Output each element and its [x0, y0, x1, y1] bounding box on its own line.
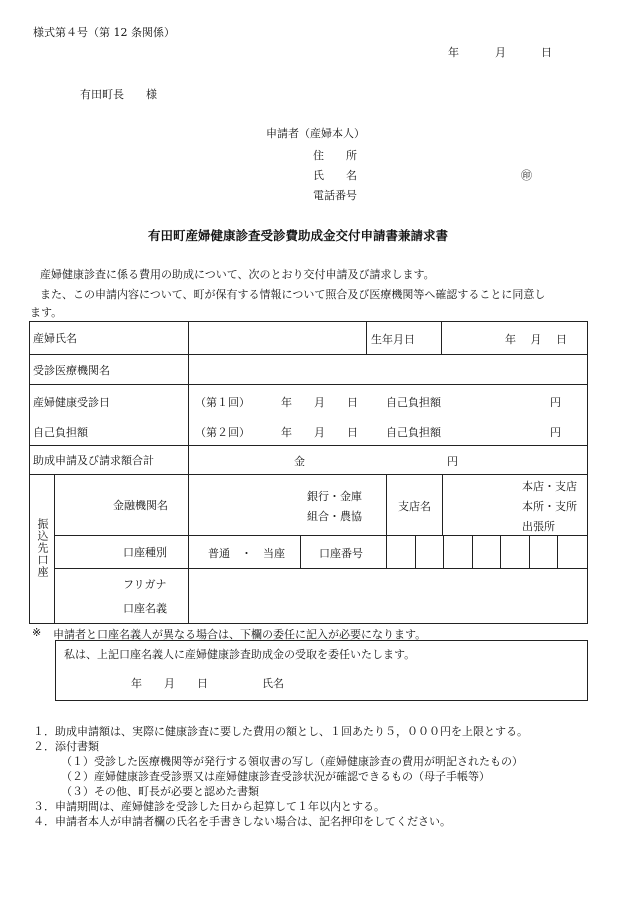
exam-labels — [30, 385, 189, 446]
visit-1-yen: 円 — [550, 396, 561, 409]
visit-2-date[interactable]: 年 月 日 — [281, 426, 358, 439]
row-name — [30, 322, 588, 355]
bank-name-label: 金融機関名 — [55, 475, 189, 536]
delegation-date[interactable]: 年 月 日 — [131, 677, 208, 690]
application-table — [29, 321, 588, 624]
visit-1-date[interactable]: 年 月 日 — [281, 396, 358, 409]
date-month-label: 月 — [495, 46, 506, 59]
clinic-label: 受診医療機関名 — [30, 355, 189, 385]
form-number: 様式第４号（第 12 条関係） — [33, 26, 175, 39]
account-types[interactable]: 普通 ・ 当座 — [208, 547, 285, 560]
branch-types-2: 本所・支所 — [522, 500, 577, 513]
holder-label: 口座名義 — [123, 602, 167, 615]
name-label: 産婦氏名 — [30, 322, 189, 355]
account-number-label: 口座番号 — [319, 547, 363, 560]
visit-1-copay-label: 自己負担額 — [386, 396, 441, 409]
intro-line-1: 産婦健康診査に係る費用の助成について、次のとおり交付申請及び請求します。 — [40, 268, 435, 281]
seal-mark: ㊞ — [521, 169, 532, 182]
applicant-address-label: 住 所 — [313, 149, 357, 162]
holder-labels — [55, 569, 189, 624]
furigana-label: フリガナ — [123, 578, 167, 591]
bank-section-label: 振込先口座 — [30, 475, 55, 624]
account-type-label: 口座種別 — [55, 536, 189, 569]
bank-types-1: 銀行・金庫 — [307, 490, 362, 503]
exam-date-label: 産婦健康受診日 — [33, 396, 110, 409]
name-dob-cell[interactable] — [189, 322, 588, 355]
row-holder — [30, 569, 588, 624]
exam-values[interactable] — [189, 385, 588, 446]
note-2-1: （１）受診した医療機関等が発行する領収書の写し（産婦健康診査の費用が明記されたもの） — [61, 755, 523, 768]
applicant-name-label: 氏 名 — [313, 169, 357, 182]
addressee: 有田町長 様 — [80, 88, 157, 101]
clinic-input[interactable] — [189, 355, 588, 385]
total-value[interactable] — [189, 446, 588, 475]
row-exam — [30, 385, 588, 446]
note-2-3: （３）その他、町長が必要と認めた書類 — [61, 785, 259, 798]
delegation-text: 私は、上記口座名義人に産婦健康診査助成金の受取を委任いたします。 — [64, 648, 416, 661]
bank-name-cell[interactable] — [189, 475, 588, 536]
visit-2-label: （第２回） — [195, 426, 250, 439]
account-cell[interactable] — [189, 536, 588, 569]
note-1: １．助成申請額は、実際に健康診査に要した費用の額とし、１回あたり５，０００円を上限とする。 — [33, 725, 528, 738]
applicant-heading: 申請者（産婦本人） — [266, 127, 365, 140]
visit-1-label: （第１回） — [195, 396, 250, 409]
row-clinic — [30, 355, 588, 385]
total-kin: 金 — [294, 455, 305, 468]
note-4: ４．申請者本人が申請者欄の氏名を手書きしない場合は、記名押印をしてください。 — [33, 815, 451, 828]
delegation-box[interactable] — [55, 640, 588, 701]
total-yen: 円 — [447, 455, 458, 468]
bank-types-2: 組合・農協 — [307, 510, 362, 523]
row-account — [30, 536, 588, 569]
intro-line-3: ます。 — [30, 306, 63, 319]
note-2: ２．添付書類 — [33, 740, 99, 753]
intro-line-2: また、この申請内容について、町が保有する情報について照合及び医療機関等へ確認することに同意し — [40, 288, 546, 301]
date-day-label: 日 — [541, 46, 552, 59]
notice-mark: ※ — [32, 626, 42, 639]
row-total — [30, 446, 588, 475]
note-2-2: （２）産婦健康診査受診票又は産婦健康診査受診状況が確認できるもの（母子手帳等） — [61, 770, 490, 783]
visit-2-yen: 円 — [550, 426, 561, 439]
note-3: ３．申請期間は、産婦健診を受診した日から起算して１年以内とする。 — [33, 800, 385, 813]
total-label: 助成申請及び請求額合計 — [30, 446, 189, 475]
row-bank-name — [30, 475, 588, 536]
branch-types-3: 出張所 — [522, 520, 555, 533]
notice-text: 申請者と口座名義人が異なる場合は、下欄の委任に記入が必要になります。 — [53, 628, 427, 641]
dob-label: 生年月日 — [371, 333, 415, 346]
dob-value[interactable]: 年 月 日 — [505, 333, 567, 346]
copay-label: 自己負担額 — [33, 426, 88, 439]
applicant-phone-label: 電話番号 — [313, 189, 357, 202]
date-year-label: 年 — [448, 46, 459, 59]
holder-input[interactable] — [189, 569, 588, 624]
visit-2-copay-label: 自己負担額 — [386, 426, 441, 439]
delegation-name-label: 氏名 — [262, 677, 284, 690]
branch-types-1: 本店・支店 — [522, 480, 577, 493]
branch-label: 支店名 — [398, 500, 431, 513]
document-title: 有田町産婦健康診査受診費助成金交付申請書兼請求書 — [148, 228, 449, 243]
